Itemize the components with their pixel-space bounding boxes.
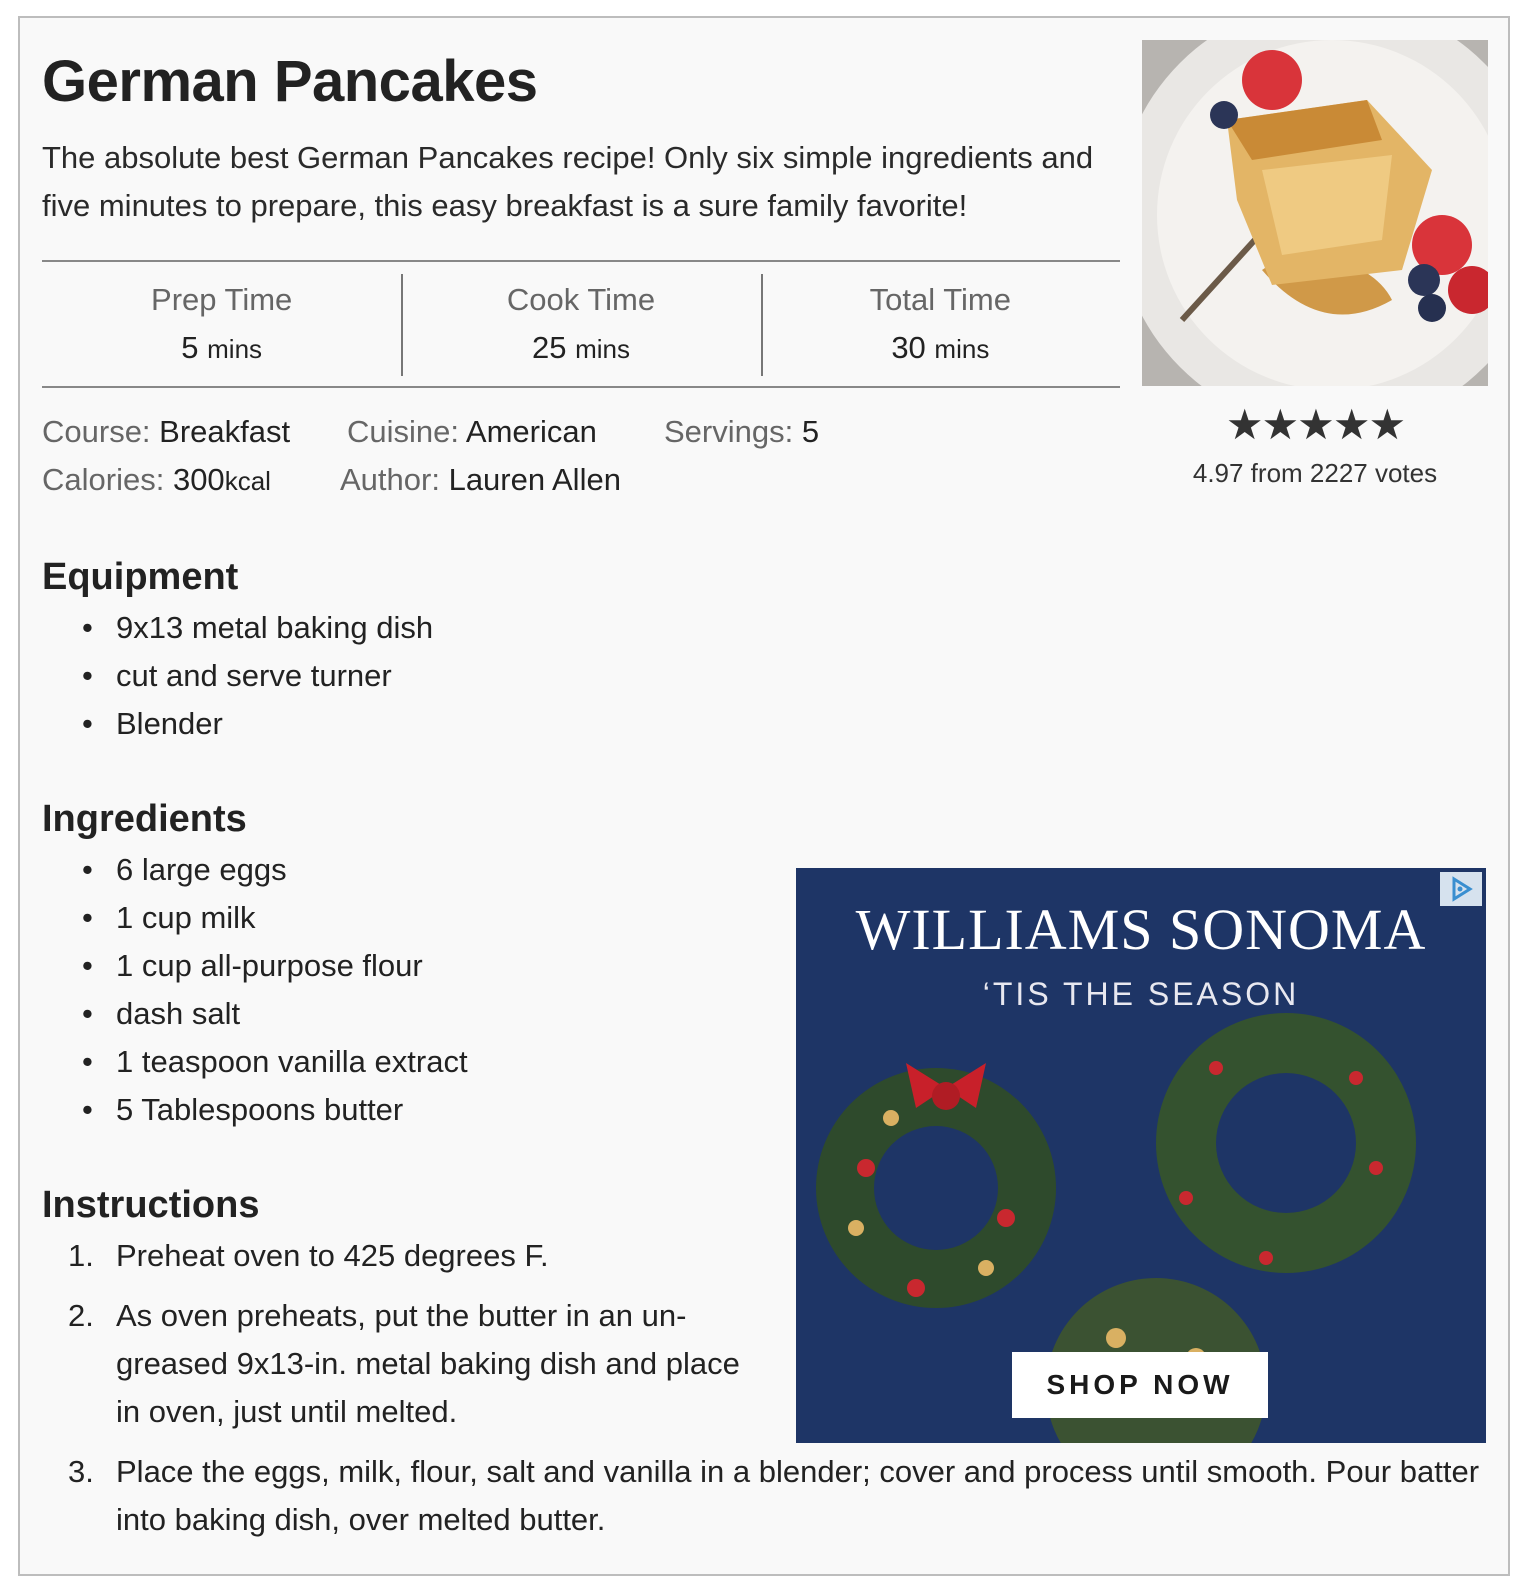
prep-time-label: Prep Time xyxy=(151,282,293,317)
list-item[interactable]: • 9x13 metal baking dish xyxy=(82,610,434,645)
ingredients-heading: Ingredients xyxy=(42,798,247,840)
meta-calories: Calories: 300kcal xyxy=(42,462,271,497)
star-icon[interactable]: ★ xyxy=(1261,401,1298,448)
star-icon[interactable]: ★ xyxy=(1332,401,1369,448)
rating-votes: 4.97 from 2227 votes xyxy=(1192,458,1438,488)
total-time xyxy=(761,262,1120,386)
prep-time xyxy=(42,262,401,386)
star-icon[interactable]: ★ xyxy=(1225,401,1262,448)
list-item: • 1 cup all-purpose flour xyxy=(82,948,423,983)
cook-time xyxy=(401,262,760,386)
star-icon[interactable]: ★ xyxy=(1368,401,1405,448)
ad-brand[interactable]: WILLIAMS SONOMA xyxy=(855,897,1427,962)
total-time-label: Total Time xyxy=(869,282,1011,317)
ad-tagline[interactable]: ‘TIS THE SEASON xyxy=(982,976,1300,1012)
ingredients-list xyxy=(82,846,468,1134)
cook-time-label: Cook Time xyxy=(506,282,656,317)
list-item: • 6 large eggs xyxy=(82,852,287,887)
list-item: • Blender xyxy=(82,706,223,741)
adchoices-icon[interactable] xyxy=(1440,872,1482,906)
recipe-title: German Pancakes xyxy=(42,49,538,114)
recipe-photo xyxy=(1142,40,1488,386)
list-item: • 1 cup milk xyxy=(82,900,256,935)
list-item: • 1 teaspoon vanilla extract xyxy=(82,1044,468,1079)
total-time-value: 30 mins xyxy=(891,330,990,365)
ad-shop-now-button[interactable]: SHOP NOW xyxy=(1012,1352,1268,1418)
meta-cuisine: Cuisine: American xyxy=(347,414,597,449)
equipment-list xyxy=(82,604,434,748)
list-item[interactable]: • cut and serve turner xyxy=(82,658,392,693)
recipe-times xyxy=(42,260,1120,388)
star-icon[interactable]: ★ xyxy=(1297,401,1333,448)
meta-course: Course: Breakfast xyxy=(42,414,291,449)
advertisement[interactable] xyxy=(796,868,1486,1443)
instruction-step: 2. As oven preheats, put the butter in an un-greased 9x13-in. metal baking dish and place in oven, just until melted. xyxy=(68,1298,740,1429)
list-item: • 5 Tablespoons butter xyxy=(82,1092,404,1127)
prep-time-value: 5 mins xyxy=(181,330,263,365)
recipe-summary: The absolute best German Pancakes recipe! Only six simple ingredients and five minutes to prepare, this easy breakfast is a sure family favorite! xyxy=(42,140,1094,223)
meta-author: Author: Lauren Allen xyxy=(340,462,621,497)
instructions-heading: Instructions xyxy=(42,1184,260,1226)
recipe-card xyxy=(18,16,1510,1576)
rating-stars[interactable] xyxy=(1142,400,1488,449)
cook-time-value: 25 mins xyxy=(531,330,630,365)
instruction-step: 3. Place the eggs, milk, flour, salt and vanilla in a blender; cover and process until smooth. Pour batter into baking dish, over melted butter. xyxy=(68,1454,1480,1537)
meta-servings[interactable]: Servings: 5 xyxy=(664,414,820,449)
equipment-heading: Equipment xyxy=(42,556,239,598)
instruction-step: 1. Preheat oven to 425 degrees F. xyxy=(68,1238,549,1273)
list-item: • dash salt xyxy=(82,996,241,1031)
